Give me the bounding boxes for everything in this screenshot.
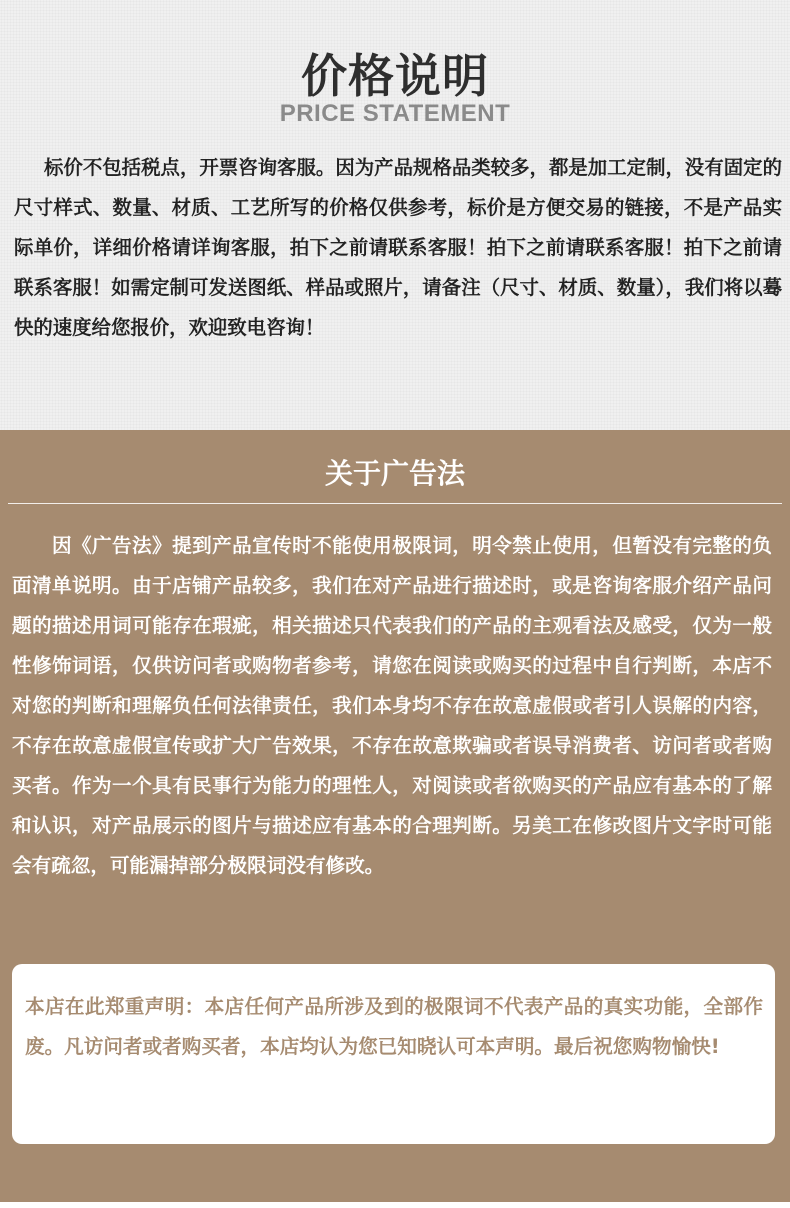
price-statement-text: 标价不包括税点，开票咨询客服。因为产品规格品类较多，都是加工定制，没有固定的尺寸样式、数量、材质、工艺所写的价格仅供参考，标价是方便交易的链接，不是产品实际单价，详细价格请详询客服，拍下之前请联系客服！拍下之前请联系客服！拍下之前请联系客服！如需定制可发送图纸、样品或照片，请备注（尺寸、材质、数量），我们将以蓦快的速度给您报价，欢迎致电咨询！ bbox=[14, 156, 782, 339]
price-statement-title: 价格说明 bbox=[301, 49, 489, 103]
bottom-strip bbox=[0, 1202, 790, 1208]
declaration-text: 本店在此郑重声明：本店任何产品所涉及到的极限词不代表产品的真实功能，全部作废。凡访问者或者购买者，本店均认为您已知晓认可本声明。最后祝您购物愉快! bbox=[25, 995, 763, 1058]
advertising-law-title: 关于广告法 bbox=[324, 457, 465, 490]
price-statement-subtitle: PRICE STATEMENT bbox=[279, 100, 511, 127]
advertising-law-text: 因《广告法》提到产品宣传时不能使用极限词，明令禁止使用，但暂没有完整的负面清单说明。由于店铺产品较多，我们在对产品进行描述时，或是咨询客服介绍产品问题的描述用词可能存在瑕疵，相关描述只代表我们的产品的主观看法及感受，仅为一般性修饰词语，仅供访问者或购物者参考，请您在阅读或购买的过程中自行判断，本店不对您的判断和理解负任何法律责任，我们本身均不存在故意虚假或者引人误解的内容，不存在故意虚假宣传或扩大广告效果，不存在故意欺骗或者误导消费者、访问者或者购买者。作为一个具有民事行为能力的理性人，对阅读或者欲购买的产品应有基本的了解和认识，对产品展示的图片与描述应有基本的合理判断。另美工在修改图片文字时可能会有疏忽，可能漏掉部分极限词没有修改。 bbox=[12, 534, 772, 877]
declaration-box bbox=[12, 964, 775, 1144]
price-statement-section bbox=[0, 0, 790, 430]
advertising-law-section bbox=[0, 430, 790, 1202]
section-divider bbox=[8, 503, 782, 504]
